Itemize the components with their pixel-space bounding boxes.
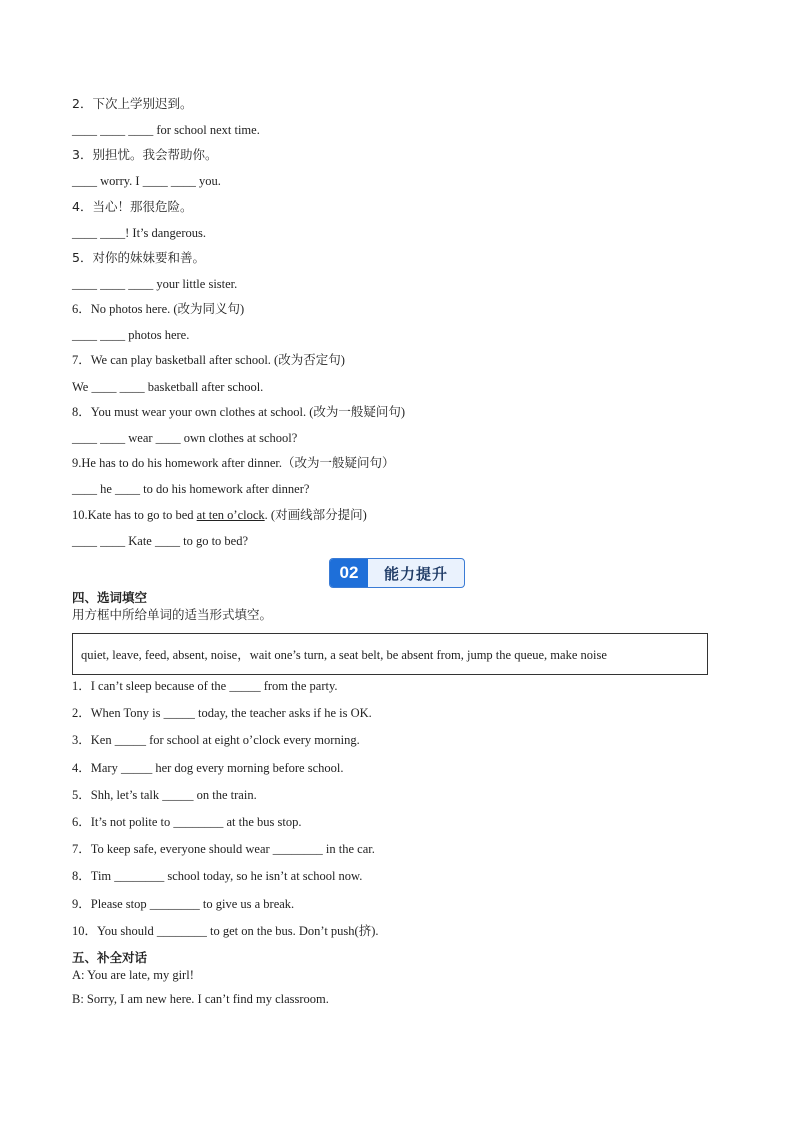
question-10-suffix: . (对画线部分提问) (264, 508, 367, 522)
fill-item-9: 9．Please stop ________ to give us a break. (72, 897, 295, 911)
question-2-prompt: 2．下次上学别迟到。 (72, 96, 193, 111)
question-3-answer: ____ worry. I ____ ____ you. (72, 174, 221, 188)
question-4-answer: ____ ____! It’s dangerous. (72, 226, 207, 240)
word-bank-text: quiet, leave, feed, absent, noise，wait one’s turn, a seat belt, be absent from, jump the queue, make noise (81, 648, 607, 662)
dialogue-line-b: B: Sorry, I am new here. I can’t find my classroom. (72, 992, 329, 1006)
badge-number: 02 (330, 559, 368, 587)
fill-item-4: 4．Mary _____ her dog every morning before school. (72, 761, 344, 775)
section-badge (329, 558, 465, 588)
question-10-answer: ____ ____ Kate ____ to go to bed? (72, 534, 249, 548)
word-bank-box (72, 633, 708, 675)
section-5-title: 五、补全对话 (72, 950, 148, 965)
question-9-prompt: 9.He has to do his homework after dinner.（改为一般疑问句） (72, 456, 395, 470)
question-6-prompt: 6．No photos here. (改为同义句) (72, 302, 245, 316)
question-6-answer: ____ ____ photos here. (72, 328, 190, 342)
fill-item-1: 1．I can’t sleep because of the _____ from the party. (72, 679, 338, 693)
fill-item-8: 8．Tim ________ school today, so he isn’t at school now. (72, 869, 363, 883)
question-10-underlined-phrase: at ten o’clock (196, 508, 265, 522)
question-9-answer: ____ he ____ to do his homework after dinner? (72, 482, 310, 496)
fill-item-5: 5．Shh, let’s talk _____ on the train. (72, 788, 257, 802)
question-8-prompt: 8．You must wear your own clothes at school. (改为一般疑问句) (72, 405, 406, 419)
question-5-prompt: 5．对你的妹妹要和善。 (72, 250, 205, 265)
question-7-prompt: 7．We can play basketball after school. (改为否定句) (72, 353, 345, 367)
question-2-answer: ____ ____ ____ for school next time. (72, 123, 260, 137)
badge-label: 能力提升 (383, 564, 448, 583)
dialogue-line-a: A: You are late, my girl! (72, 968, 194, 982)
section-4-title: 四、选词填空 (72, 590, 148, 605)
question-5-answer: ____ ____ ____ your little sister. (72, 277, 238, 291)
question-10-prefix: 10.Kate has to go to bed (72, 508, 197, 522)
fill-item-2: 2．When Tony is _____ today, the teacher asks if he is OK. (72, 706, 372, 720)
fill-item-10: 10．You should ________ to get on the bus. Don’t push(挤). (72, 924, 379, 938)
fill-item-3: 3．Ken _____ for school at eight o’clock every morning. (72, 733, 360, 747)
fill-item-6: 6．It’s not polite to ________ at the bus stop. (72, 815, 302, 829)
question-4-prompt: 4．当心！那很危险。 (72, 199, 193, 214)
fill-item-7: 7．To keep safe, everyone should wear ________ in the car. (72, 842, 375, 856)
question-7-answer: We ____ ____ basketball after school. (72, 380, 264, 394)
question-8-answer: ____ ____ wear ____ own clothes at school? (72, 431, 298, 445)
question-3-prompt: 3．别担忧。我会帮助你。 (72, 147, 218, 162)
question-10-prompt (72, 507, 367, 523)
section-4-instruction: 用方框中所给单词的适当形式填空。 (72, 607, 273, 622)
